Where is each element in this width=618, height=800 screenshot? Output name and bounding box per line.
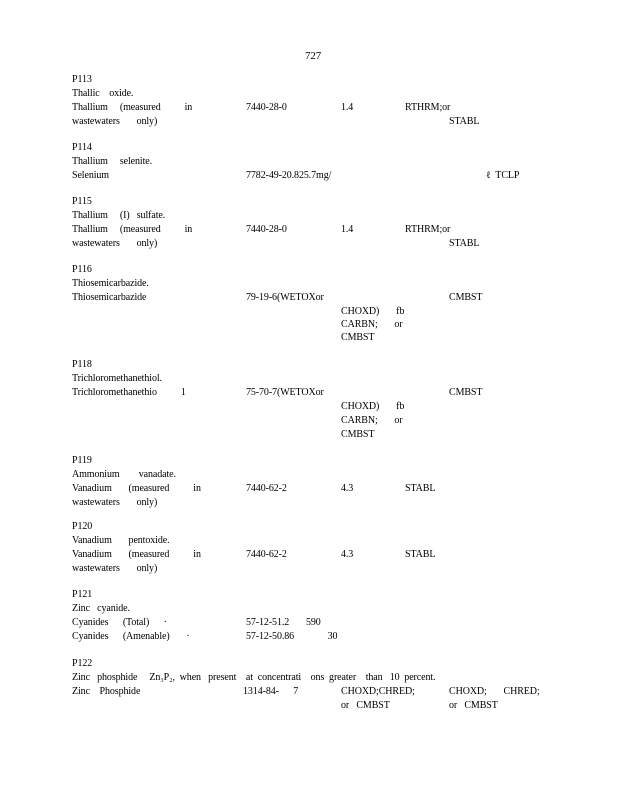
- section-code: P115: [72, 196, 92, 207]
- row-constituent-cont: wastewaters only): [72, 497, 158, 508]
- row-cas: 75-70-7(WETOXor: [246, 387, 324, 398]
- row-wastewater: 4.3: [341, 549, 354, 560]
- row-treatment-line: CARBN; or: [341, 319, 403, 330]
- row-constituent: Thallium (measured in: [72, 102, 193, 113]
- row-constituent: Cyanides (Amenable) ·: [72, 631, 190, 642]
- row-cas: 7440-62-2: [246, 549, 287, 560]
- section-name: Trichloromethanethiol.: [72, 373, 162, 384]
- row-tech: ℓ TCLP: [486, 170, 520, 181]
- row-cas: 1314-84- 7: [243, 686, 299, 697]
- row-wastewater: 4.3: [341, 483, 354, 494]
- row-constituent-cont: wastewaters only): [72, 238, 158, 249]
- row-cas: 57-12-50.86 30: [246, 631, 338, 642]
- row-treatment-line: CMBST: [341, 332, 375, 343]
- row-cas: 57-12-51.2 590: [246, 617, 321, 628]
- row-constituent: Thiosemicarbazide: [72, 292, 147, 303]
- row-nonwastewater: STABL: [405, 483, 436, 494]
- row-cas: 79-19-6(WETOXor: [246, 292, 324, 303]
- section-code: P120: [72, 521, 93, 532]
- row-constituent-cont: wastewaters only): [72, 563, 158, 574]
- row-constituent: Selenium: [72, 170, 109, 181]
- section-name: Zinc phosphide Zn₃P₂, when present at concentrati ons greater than 10 percent.: [72, 672, 436, 683]
- row-constituent: Trichloromethanethio 1: [72, 387, 186, 398]
- section-name: Thiosemicarbazide.: [72, 278, 149, 289]
- row-cas: 7440-28-0: [246, 102, 287, 113]
- row-tech: CHOXD; CHRED;: [449, 686, 540, 697]
- section-code: P113: [72, 74, 92, 85]
- row-cas: 7440-28-0: [246, 224, 287, 235]
- section-name: Zinc cyanide.: [72, 603, 130, 614]
- section-name: Vanadium pentoxide.: [72, 535, 170, 546]
- row-constituent: Cyanides (Total) ·: [72, 617, 167, 628]
- section-name: Thallium selenite.: [72, 156, 153, 167]
- row-constituent-cont: wastewaters only): [72, 116, 158, 127]
- row-tech: STABL: [449, 238, 480, 249]
- row-wastewater: 1.4: [341, 102, 354, 113]
- row-constituent: Thallium (measured in: [72, 224, 193, 235]
- row-constituent: Vanadium (measured in: [72, 483, 201, 494]
- section-code: P116: [72, 264, 92, 275]
- row-treatment-line: CHOXD) fb: [341, 306, 405, 317]
- row-tech: CMBST: [449, 387, 483, 398]
- row-wastewater: CHOXD;CHRED;: [341, 686, 415, 697]
- row-tech: STABL: [449, 116, 480, 127]
- row-cas: 7782-49-20.825.7mg/: [246, 170, 332, 181]
- section-code: P122: [72, 658, 93, 669]
- row-treatment-line: CMBST: [341, 429, 375, 440]
- page-number: 727: [305, 50, 322, 62]
- section-name: Thallium (I) sulfate.: [72, 210, 166, 221]
- row-tech: CMBST: [449, 292, 483, 303]
- row-treatment-line: CHOXD) fb: [341, 401, 405, 412]
- row-nonwastewater: RTHRM;or: [405, 224, 451, 235]
- section-code: P121: [72, 589, 93, 600]
- row-constituent: Zinc Phosphide: [72, 686, 141, 697]
- row-wastewater-cont: or CMBST: [341, 700, 390, 711]
- section-name: Ammonium vanadate.: [72, 469, 176, 480]
- section-name: Thallic oxide.: [72, 88, 134, 99]
- section-code: P118: [72, 359, 92, 370]
- row-wastewater: 1.4: [341, 224, 354, 235]
- row-nonwastewater: RTHRM;or: [405, 102, 451, 113]
- row-tech-cont: or CMBST: [449, 700, 498, 711]
- section-code: P119: [72, 455, 92, 466]
- row-cas: 7440-62-2: [246, 483, 287, 494]
- row-constituent: Vanadium (measured in: [72, 549, 201, 560]
- row-treatment-line: CARBN; or: [341, 415, 403, 426]
- row-nonwastewater: STABL: [405, 549, 436, 560]
- section-code: P114: [72, 142, 92, 153]
